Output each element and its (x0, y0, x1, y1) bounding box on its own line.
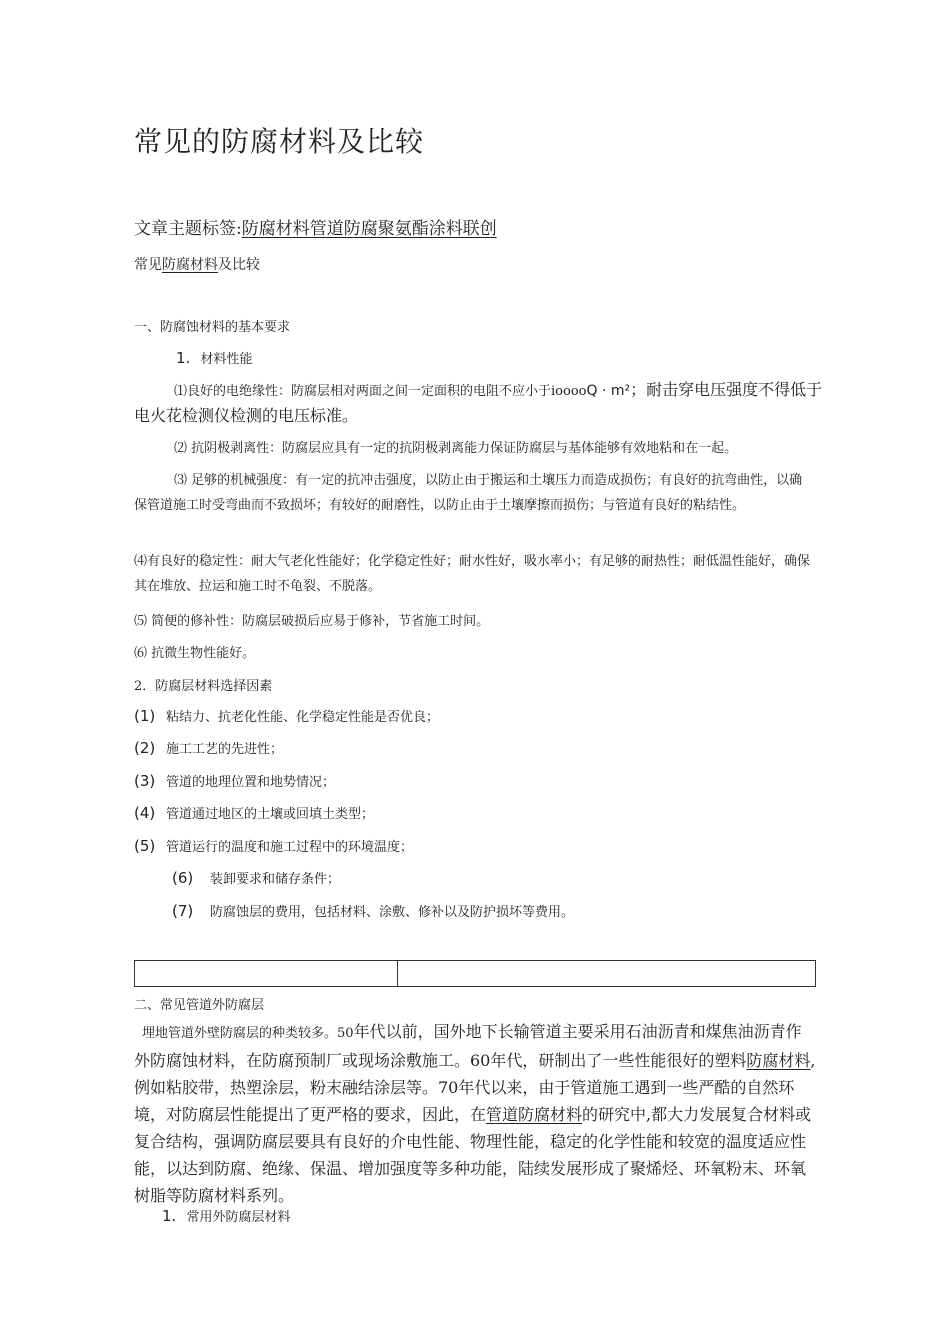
paragraph-cathodic-disbondment: ⑵ 抗阴极剥离性：防腐层应具有一定的抗阴极剥离能力保证防腐层与基体能够有效地粘和在一起。 (174, 441, 738, 456)
list-item-number: (1) (134, 707, 156, 725)
list-item (134, 836, 413, 855)
list-item-number: (3) (134, 772, 156, 790)
paragraph-repairability: ⑸ 简便的修补性：防腐层破损后应易于修补，节省施工时间。 (134, 614, 490, 629)
body-text-d: ,例如粘胶带，热塑涂层，粉末融结涂层等。70年代以来，由于管道施工遇到一些严酷的自然环境，对防腐层性能提出了更严格的要求，因此，在 (134, 1051, 816, 1124)
p1-text-a: ⑴良好的电绝缘性：防腐层相对两面之间一定面积的电阻不应小于 (174, 384, 552, 399)
body-link-pipeline-anticorrosion-materials[interactable]: 管道防腐材料 (486, 1105, 583, 1124)
subheading-number: 1. (162, 1207, 177, 1225)
subheading-material-performance (176, 348, 252, 367)
body-text-b: 50 (337, 1026, 354, 1041)
list-item-text: 施工工艺的先进性； (166, 742, 284, 757)
paragraph-stability: ⑷有良好的稳定性：耐大气老化性能好；化学稳定性好；耐水性好，吸水率小；有足够的耐热性；耐低温性能好，确保其在堆放、拉运和施工时不龟裂、不脱落。 (134, 554, 811, 594)
list-item-text: 管道运行的温度和施工过程中的环境温度； (166, 840, 414, 855)
subheading-label: 常用外防腐层材料 (186, 1210, 291, 1225)
list-item (134, 771, 335, 790)
paragraph-electrical-insulation (134, 378, 824, 430)
list-item-number: (4) (134, 804, 156, 822)
body-link-anticorrosion-materials[interactable]: 防腐材料 (746, 1051, 811, 1070)
list-item-text: 管道通过地区的土壤或回填土类型； (166, 807, 375, 822)
list-item-text: 防腐蚀层的费用，包括材料、涂敷、修补以及防护损坏等费用。 (210, 905, 575, 920)
subtitle-post: 及比较 (218, 257, 260, 273)
subheading-common-coatings (162, 1206, 290, 1225)
section-heading-2: 二、常见管道外防腐层 (134, 998, 265, 1013)
page-title: 常见的防腐材料及比较 (134, 125, 425, 158)
table-row (135, 961, 816, 987)
body-text-e: 的研究中,都大力发展复合材料或复合结构，强调防腐层要具有良好的介电性能、物理性能，稳定的化学性能和较宽的温度适应性能，以达到防腐、绝缘、保温、增加强度等多种功能，陆续发展形成了聚烯烃、环氧粉末、环氧树脂等防腐材料系列。 (134, 1105, 812, 1205)
topic-tags (134, 214, 497, 239)
tags-links[interactable]: 防腐材料管道防腐聚氨酯涂料联创 (241, 219, 497, 239)
list-item-number: (7) (172, 902, 194, 920)
list-item-number: (5) (134, 837, 156, 855)
paragraph-external-coatings (134, 1018, 816, 1209)
list-item-number: (2) (134, 739, 156, 757)
list-item-text: 装卸要求和储存条件； (210, 872, 341, 887)
list-item (134, 706, 439, 725)
list-item-number: (6) (172, 869, 194, 887)
list-item-text: 粘结力、抗老化性能、化学稳定性能是否优良； (166, 710, 440, 725)
paragraph-mechanical-strength: ⑶ 足够的机械强度：有一定的抗冲击强度，以防止由于搬运和土壤压力而造成损伤；有良好的抗弯曲性，以确保管道施工时受弯曲而不致损坏；有较好的耐磨性，以防止由于土壤摩擦而损伤；与管道有良好的粘结性。 (134, 473, 803, 513)
list-item (172, 901, 574, 920)
subheading-label: 材料性能 (200, 352, 253, 367)
subtitle-pre: 常见 (134, 257, 162, 273)
list-item (134, 738, 283, 757)
p1-text-b: ioooo (551, 384, 587, 399)
table-cell (135, 961, 398, 987)
section-heading-1: 一、防腐蚀材料的基本要求 (134, 320, 291, 335)
p1-unit: Q · m² (586, 383, 631, 399)
list-item (134, 803, 374, 822)
subtitle-link[interactable]: 防腐材料 (162, 257, 218, 273)
body-text-a: 埋地管道外壁防腐层的种类较多。 (142, 1026, 338, 1041)
body-text-c: 年代以前，国外地下长输管道主要采用石油沥青和煤焦油沥青作外防腐蚀材料，在防腐预制厂或现场涂敷施工。60年代，研制出了一些性能很好的塑料 (134, 1022, 802, 1070)
list-item-text: 管道的地理位置和地势情况； (166, 775, 336, 790)
paragraph-microbial: ⑹ 抗微生物性能好。 (134, 646, 256, 661)
subtitle (134, 254, 260, 274)
subheading-number: 1. (176, 349, 191, 367)
table-cell (398, 961, 816, 987)
tags-prefix: 文章主题标签: (134, 219, 242, 239)
p1-text-d: ；耐击穿电压强度不得低于电火花检测仪检测的电压标准。 (134, 380, 823, 425)
empty-table (134, 960, 816, 987)
subheading-selection-factors: 2．防腐层材料选择因素 (134, 679, 273, 694)
list-item (172, 868, 340, 887)
